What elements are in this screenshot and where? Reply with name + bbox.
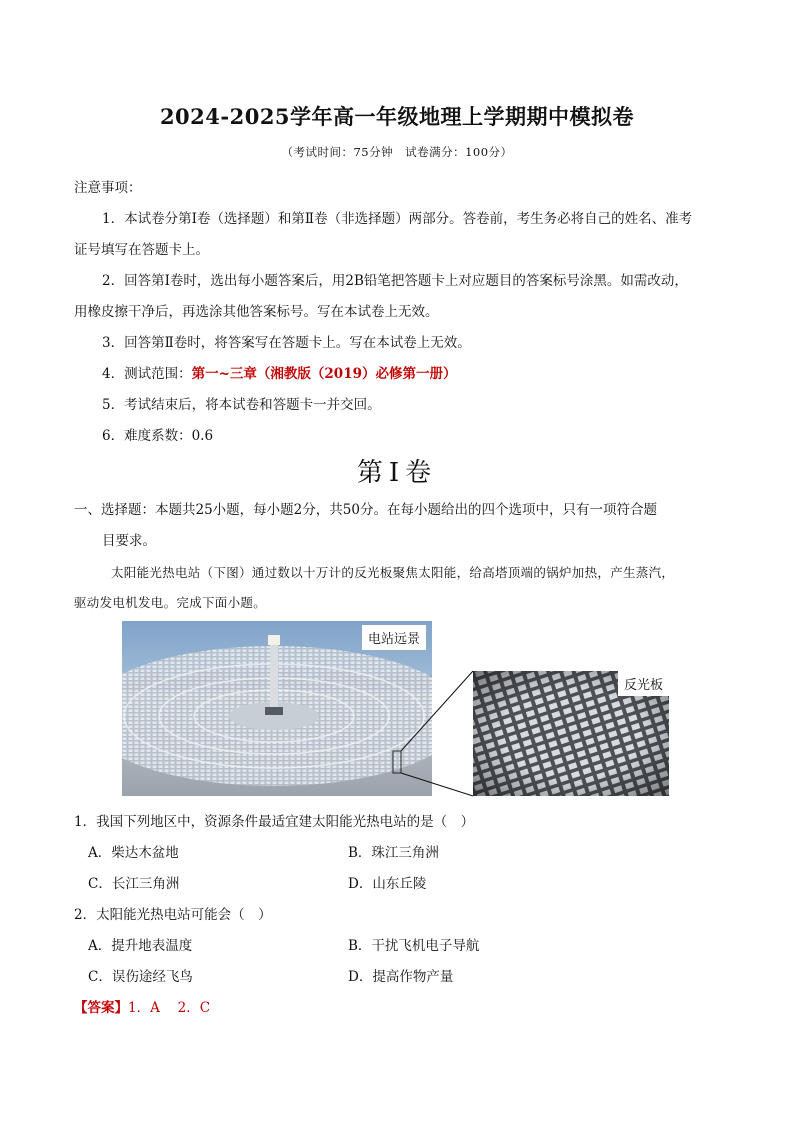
notice-item-1-line1: 1．本试卷分第Ⅰ卷（选择题）和第Ⅱ卷（非选择题）两部分。答卷前，考生务必将自己的姓名、准考 [102, 211, 693, 227]
notice-item-6: 6．难度系数：0.6 [102, 428, 214, 444]
part1-instructions-line2: 目要求。 [102, 533, 156, 549]
question-2-option-a[interactable]: A．提升地表温度 [88, 938, 193, 954]
question-2-option-c[interactable]: C．误伤途经飞鸟 [88, 969, 193, 985]
question-1-option-b[interactable]: B．珠江三角洲 [348, 845, 439, 861]
test-scope-label: 4．测试范围： [102, 366, 192, 382]
main-photo-label: 电站远景 [362, 625, 426, 650]
part1-instructions-line1: 一、选择题：本题共25小题，每小题2分，共50分。在每小题给出的四个选项中，只有一项符合题 [74, 502, 657, 518]
detail-photo-label: 反光板 [618, 671, 669, 696]
question-1-option-d[interactable]: D．山东丘陵 [348, 876, 427, 892]
test-scope-value: 第一~三章（湘教版（2019）必修第一册） [191, 366, 457, 382]
passage-line2: 驱动发电机发电。完成下面小题。 [74, 595, 267, 610]
passage-line1: 太阳能光热电站（下图）通过数以十万计的反光板聚焦太阳能，给高塔顶端的锅炉加热，产生蒸汽， [111, 565, 675, 580]
notice-item-1-line2: 证号填写在答题卡上。 [74, 242, 209, 258]
question-1-option-a[interactable]: A．柴达木盆地 [88, 845, 179, 861]
answer-line [74, 996, 210, 1016]
question-2-option-d[interactable]: D．提高作物产量 [348, 969, 454, 985]
notice-heading: 注意事项： [74, 180, 142, 196]
answer-label: 【答案】 [74, 1000, 128, 1016]
exam-info: （考试时间：75分钟 试卷满分：100分） [281, 145, 513, 159]
page-title: 2024-2025学年高一年级地理上学期期中模拟卷 [159, 104, 635, 129]
notice-item-2-line1: 2．回答第Ⅰ卷时，选出每小题答案后，用2B铅笔把答题卡上对应题目的答案标号涂黑。如需改动， [102, 273, 688, 289]
question-1-stem: 1．我国下列地区中，资源条件最适宜建太阳能光热电站的是（ ） [74, 814, 475, 830]
question-2-option-b[interactable]: B．干扰飞机电子导航 [348, 938, 480, 954]
section-title: 第Ⅰ卷 [356, 458, 438, 488]
notice-item-3: 3．回答第Ⅱ卷时，将答案写在答题卡上。写在本试卷上无效。 [102, 335, 471, 351]
notice-item-5: 5．考试结束后，将本试卷和答题卡一并交回。 [102, 397, 381, 413]
question-1-option-c[interactable]: C．长江三角洲 [88, 876, 180, 892]
reflector-panel-photo [473, 671, 669, 796]
notice-item-2-line2: 用橡皮擦干净后，再选涂其他答案标号。写在本试卷上无效。 [74, 304, 439, 320]
answer-text: 1．A 2．C [128, 1000, 211, 1016]
question-2-stem: 2．太阳能光热电站可能会（ ） [74, 907, 272, 923]
